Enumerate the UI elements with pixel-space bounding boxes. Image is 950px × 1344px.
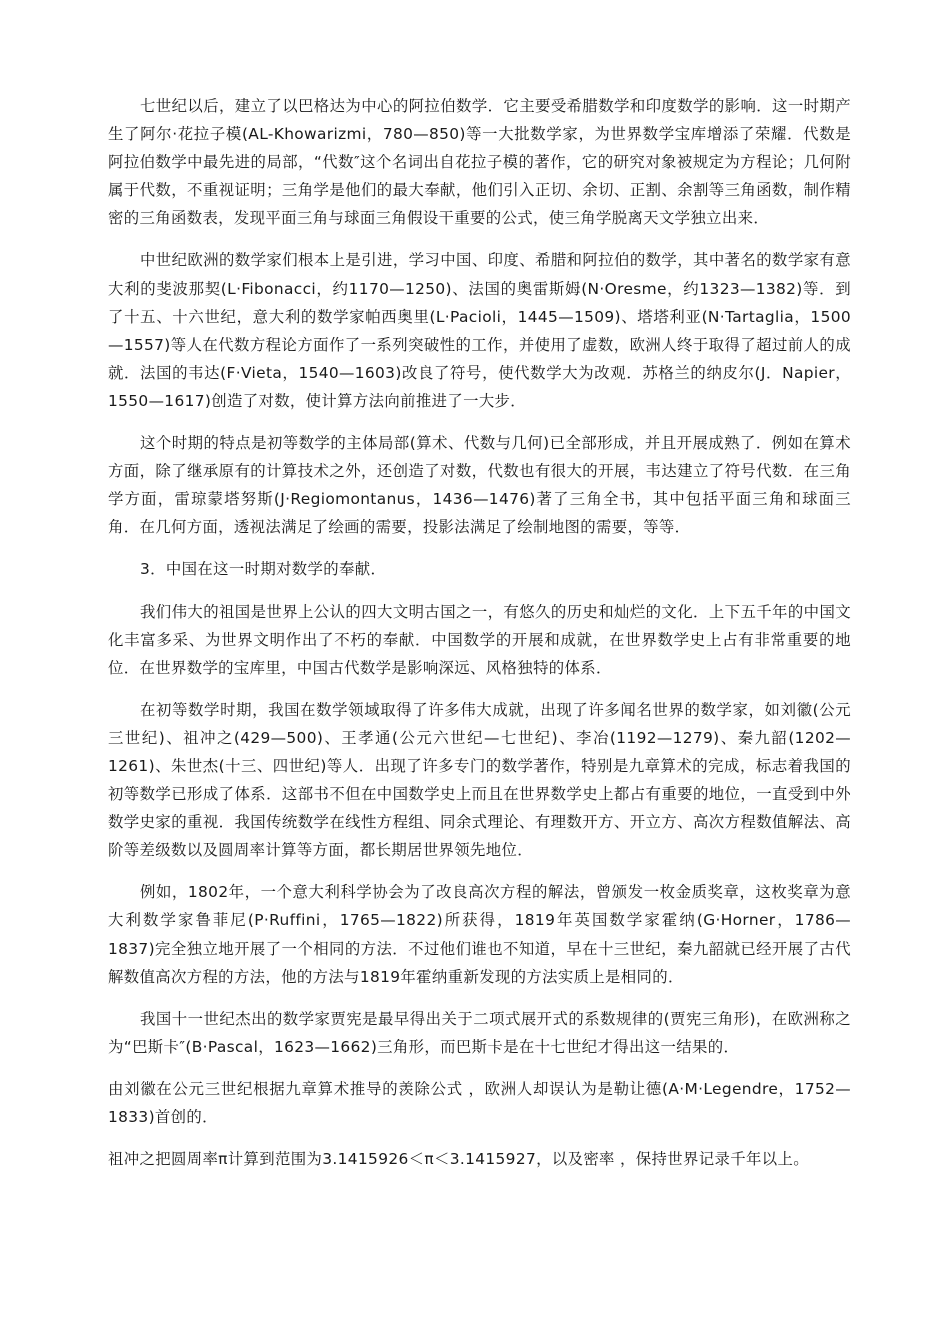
paragraph-medieval-europe: 中世纪欧洲的数学家们根本上是引进，学习中国、印度、希腊和阿拉伯的数学，其中著名的数学家有意大利的斐波那契(L·Fibonacci，约1170—1250)、法国的奥雷斯姆(N·Oresme，约1323—1382)等．到了十五、十六世纪，意大利的数学家帕西奥里(L·Pacioli，1445—1509)、塔塔利亚(N·Tartaglia，1500—1557)等人在代数方程论方面作了一系列突破性的工作，并使用了虚数，欧洲人终于取得了超过前人的成就．法国的韦达(F·Vieta，1540—1603)改良了符号，使代数学大为改观．苏格兰的纳皮尔(J．Napier，1550—1617)创造了对数，使计算方法向前推进了一大步． xyxy=(108,251,851,410)
paragraph-period-characteristics: 这个时期的特点是初等数学的主体局部(算术、代数与几何)已全部形成，并且开展成熟了．例如在算术方面，除了继承原有的计算技术之外，还创造了对数，代数也有很大的开展，韦达建立了符号代数．在三角学方面，雷琼蒙塔努斯(J·Regiomontanus，1436—1476)著了三角全书，其中包括平面三角和球面三角．在几何方面，透视法满足了绘画的需要，投影法满足了绘制地图的需要，等等． xyxy=(108,434,851,537)
paragraph-zu-chongzhi-pi: 祖冲之把圆周率π计算到范围为3.1415926＜π＜3.1415927，以及密率 ，保持世界记录千年以上。 xyxy=(108,1150,809,1169)
paragraph-arab-mathematics: 七世纪以后，建立了以巴格达为中心的阿拉伯数学．它主要受希腊数学和印度数学的影响．这一时期产生了阿尔·花拉子模(AL-Khowarizmi，780—850)等一大批数学家，为世界数学宝库增添了荣耀．代数是阿拉伯数学中最先进的局部，“代数″这个名词出自花拉子模的著作，它的研究对象被规定为方程论；几何附属于代数，不重视证明；三角学是他们的最大奉献，他们引入正切、余切、正割、余割等三角函数，制作精密的三角函数表，发现平面三角与球面三角假设干重要的公式，使三角学脱离天文学独立出来． xyxy=(108,97,851,228)
paragraph-qin-jiushao-example: 例如，1802年，一个意大利科学协会为了改良高次方程的解法，曾颁发一枚金质奖章，这枚奖章为意大利数学家鲁菲尼(P·Ruffini，1765—1822)所获得，1819年英国数学家霍纳(G·Horner，1786—1837)完全独立地开展了一个相同的方法．不过他们谁也不知道，早在十三世纪，秦九韶就已经开展了古代解数值高次方程的方法，他的方法与1819年霍纳重新发现的方法实质上是相同的． xyxy=(108,883,851,986)
section-heading-china-contribution: 3．中国在这一时期对数学的奉献． xyxy=(140,560,387,579)
paragraph-elementary-math-achievements: 在初等数学时期，我国在数学领域取得了许多伟大成就，出现了许多闻名世界的数学家，如刘徽(公元三世纪)、祖冲之(429—500)、王孝通(公元六世纪—七世纪)、李冶(1192—1279)、秦九韶(1202—1261)、朱世杰(十三、四世纪)等人．出现了许多专门的数学著作，特别是九章算术的完成，标志着我国的初等数学已形成了体系．这部书不但在中国数学史上而且在世界数学史上都占有重要的地位，一直受到中外数学史家的重视．我国传统数学在线性方程组、同余式理论、有理数开方、开立方、高次方程数值解法、高阶等差级数以及圆周率计算等方面，都长期居世界领先地位． xyxy=(108,700,851,860)
paragraph-liu-hui-formula: 由刘徽在公元三世纪根据九章算术推导的羡除公式 ，欧洲人却误认为是勒让德(A·M·Legendre，1752—1833)首创的． xyxy=(108,1079,851,1126)
paragraph-jia-xian-triangle: 我国十一世纪杰出的数学家贾宪是最早得出关于二项式展开式的系数规律的(贾宪三角形)，在欧洲称之为“巴斯卡″(B·Pascal，1623—1662)三角形，而巴斯卡是在十七世纪才得出这一结果的． xyxy=(108,1009,851,1056)
document-body xyxy=(108,92,851,1187)
paragraph-chinese-civilization: 我们伟大的祖国是世界上公认的四大文明古国之一，有悠久的历史和灿烂的文化．上下五千年的中国文化丰富多采、为世界文明作出了不朽的奉献．中国数学的开展和成就，在世界数学史上占有非常重要的地位．在世界数学的宝库里，中国古代数学是影响深远、风格独特的体系． xyxy=(108,602,851,677)
